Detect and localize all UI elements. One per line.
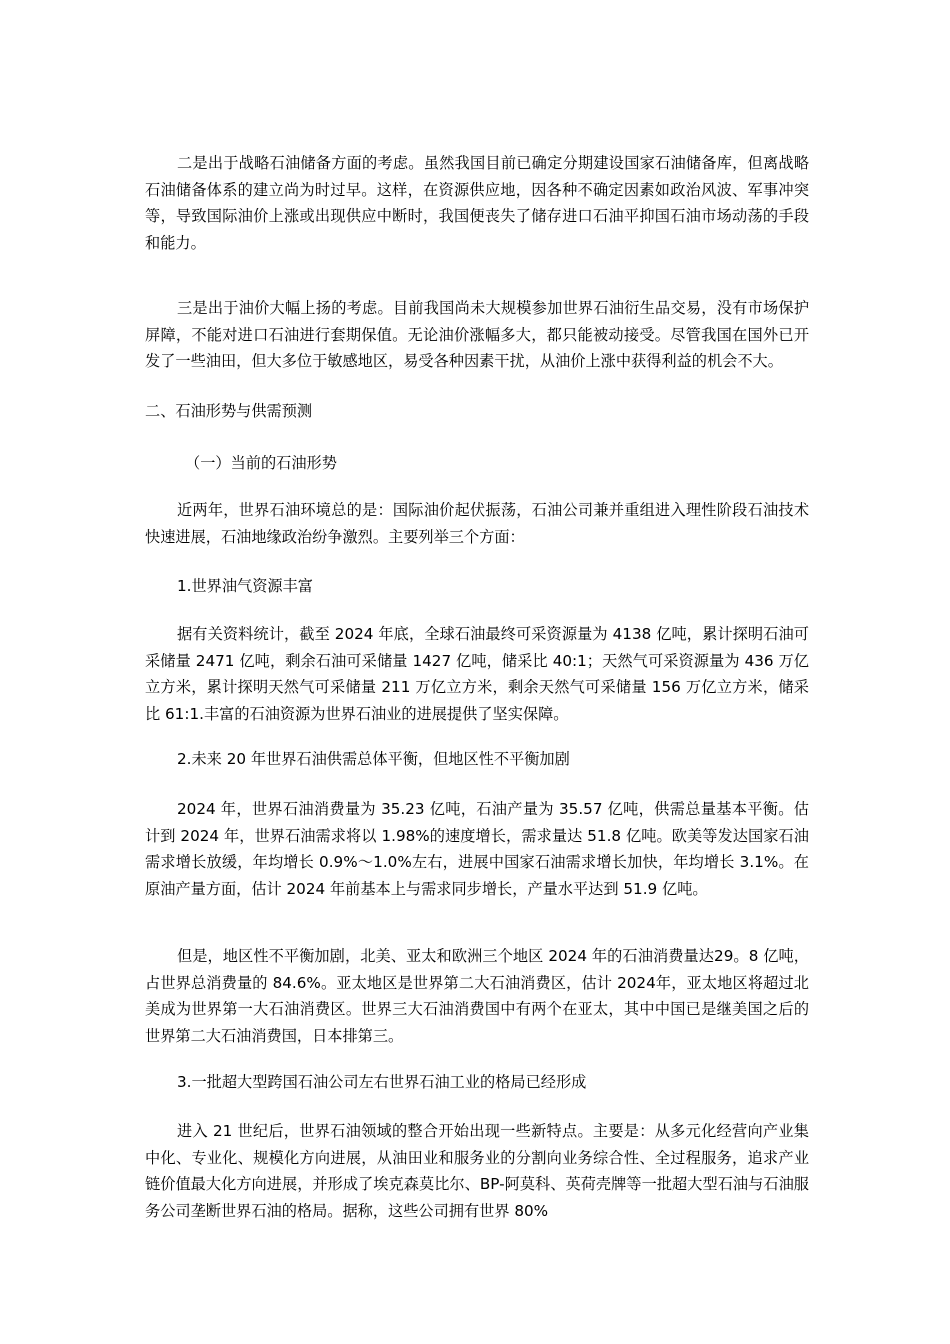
paragraph-strategic-reserve: 二是出于战略石油储备方面的考虑。虽然我国目前已确定分期建设国家石油储备库，但离战略石油储备体系的建立尚为时过早。这样，在资源供应地，因各种不确定因素如政治风波、军事冲突等，导致国际油价上涨或出现供应中断时，我国便丧失了储存进口石油平抑国石油市场动荡的手段和能力。 [145, 154, 809, 252]
item-heading-3: 3.一批超大型跨国石油公司左右世界石油工业的格局已经形成 [177, 1073, 587, 1091]
item-heading-2: 2.未来 20 年世界石油供需总体平衡，但地区性不平衡加剧 [177, 750, 570, 768]
section-heading-oil-situation: 二、石油形势与供需预测 [145, 402, 313, 420]
paragraph-overview: 近两年，世界石油环境总的是：国际油价起伏振荡，石油公司兼并重组进入理性阶段石油技术快速进展，石油地缘政治纷争激烈。主要列举三个方面： [145, 501, 809, 546]
paragraph-industry-consolidation: 进入 21 世纪后，世界石油领域的整合开始出现一些新特点。主要是：从多元化经营向产业集中化、专业化、规模化方向进展，从油田业和服务业的分割向业务综合性、全过程服务，追求产业链价值最大化方向进展，并形成了埃克森莫比尔、BP-阿莫科、英荷壳牌等一批超大型石油与石油服务公司垄断世界石油的格局。据称，这些公司拥有世界 80% [145, 1122, 809, 1220]
paragraph-price-rise: 三是出于油价大幅上扬的考虑。目前我国尚未大规模参加世界石油衍生品交易，没有市场保护屏障，不能对进口石油进行套期保值。无论油价涨幅多大，都只能被动接受。尽管我国在国外已开发了一些油田，但大多位于敏感地区，易受各种因素干扰，从油价上涨中获得利益的机会不大。 [145, 299, 809, 370]
item-heading-1: 1.世界油气资源丰富 [177, 577, 313, 595]
paragraph-regional-imbalance: 但是，地区性不平衡加剧，北美、亚太和欧洲三个地区 2024 年的石油消费量达29。8 亿吨，占世界总消费量的 84.6%。亚太地区是世界第二大石油消费区，估计 2024年，亚太地区将超过北美成为世界第一大石油消费区。世界三大石油消费国中有两个在亚太，其中中国已是继美国之后的世界第二大石油消费国，日本排第三。 [145, 947, 809, 1045]
subsection-heading-current-situation: （一）当前的石油形势 [185, 454, 337, 472]
paragraph-resources: 据有关资料统计，截至 2024 年底，全球石油最终可采资源量为 4138 亿吨，累计探明石油可采储量 2471 亿吨，剩余石油可采储量 1427 亿吨，储采比 40:1；天然气可采资源量为 436 万亿立方米，累计探明天然气可采储量 211 万亿立方米，剩余天然气可采储量 156 万亿立方米，储采比 61:1.丰富的石油资源为世界石油业的进展提供了坚实保障。 [145, 625, 809, 723]
paragraph-supply-demand: 2024 年，世界石油消费量为 35.23 亿吨，石油产量为 35.57 亿吨，供需总量基本平衡。估计到 2024 年，世界石油需求将以 1.98%的速度增长，需求量达 51.8 亿吨。欧美等发达国家石油需求增长放缓，年均增长 0.9%～1.0%左右，进展中国家石油需求增长加快，年均增长 3.1%。在原油产量方面，估计 2024 年前基本上与需求同步增长，产量水平达到 51.9 亿吨。 [145, 800, 809, 898]
